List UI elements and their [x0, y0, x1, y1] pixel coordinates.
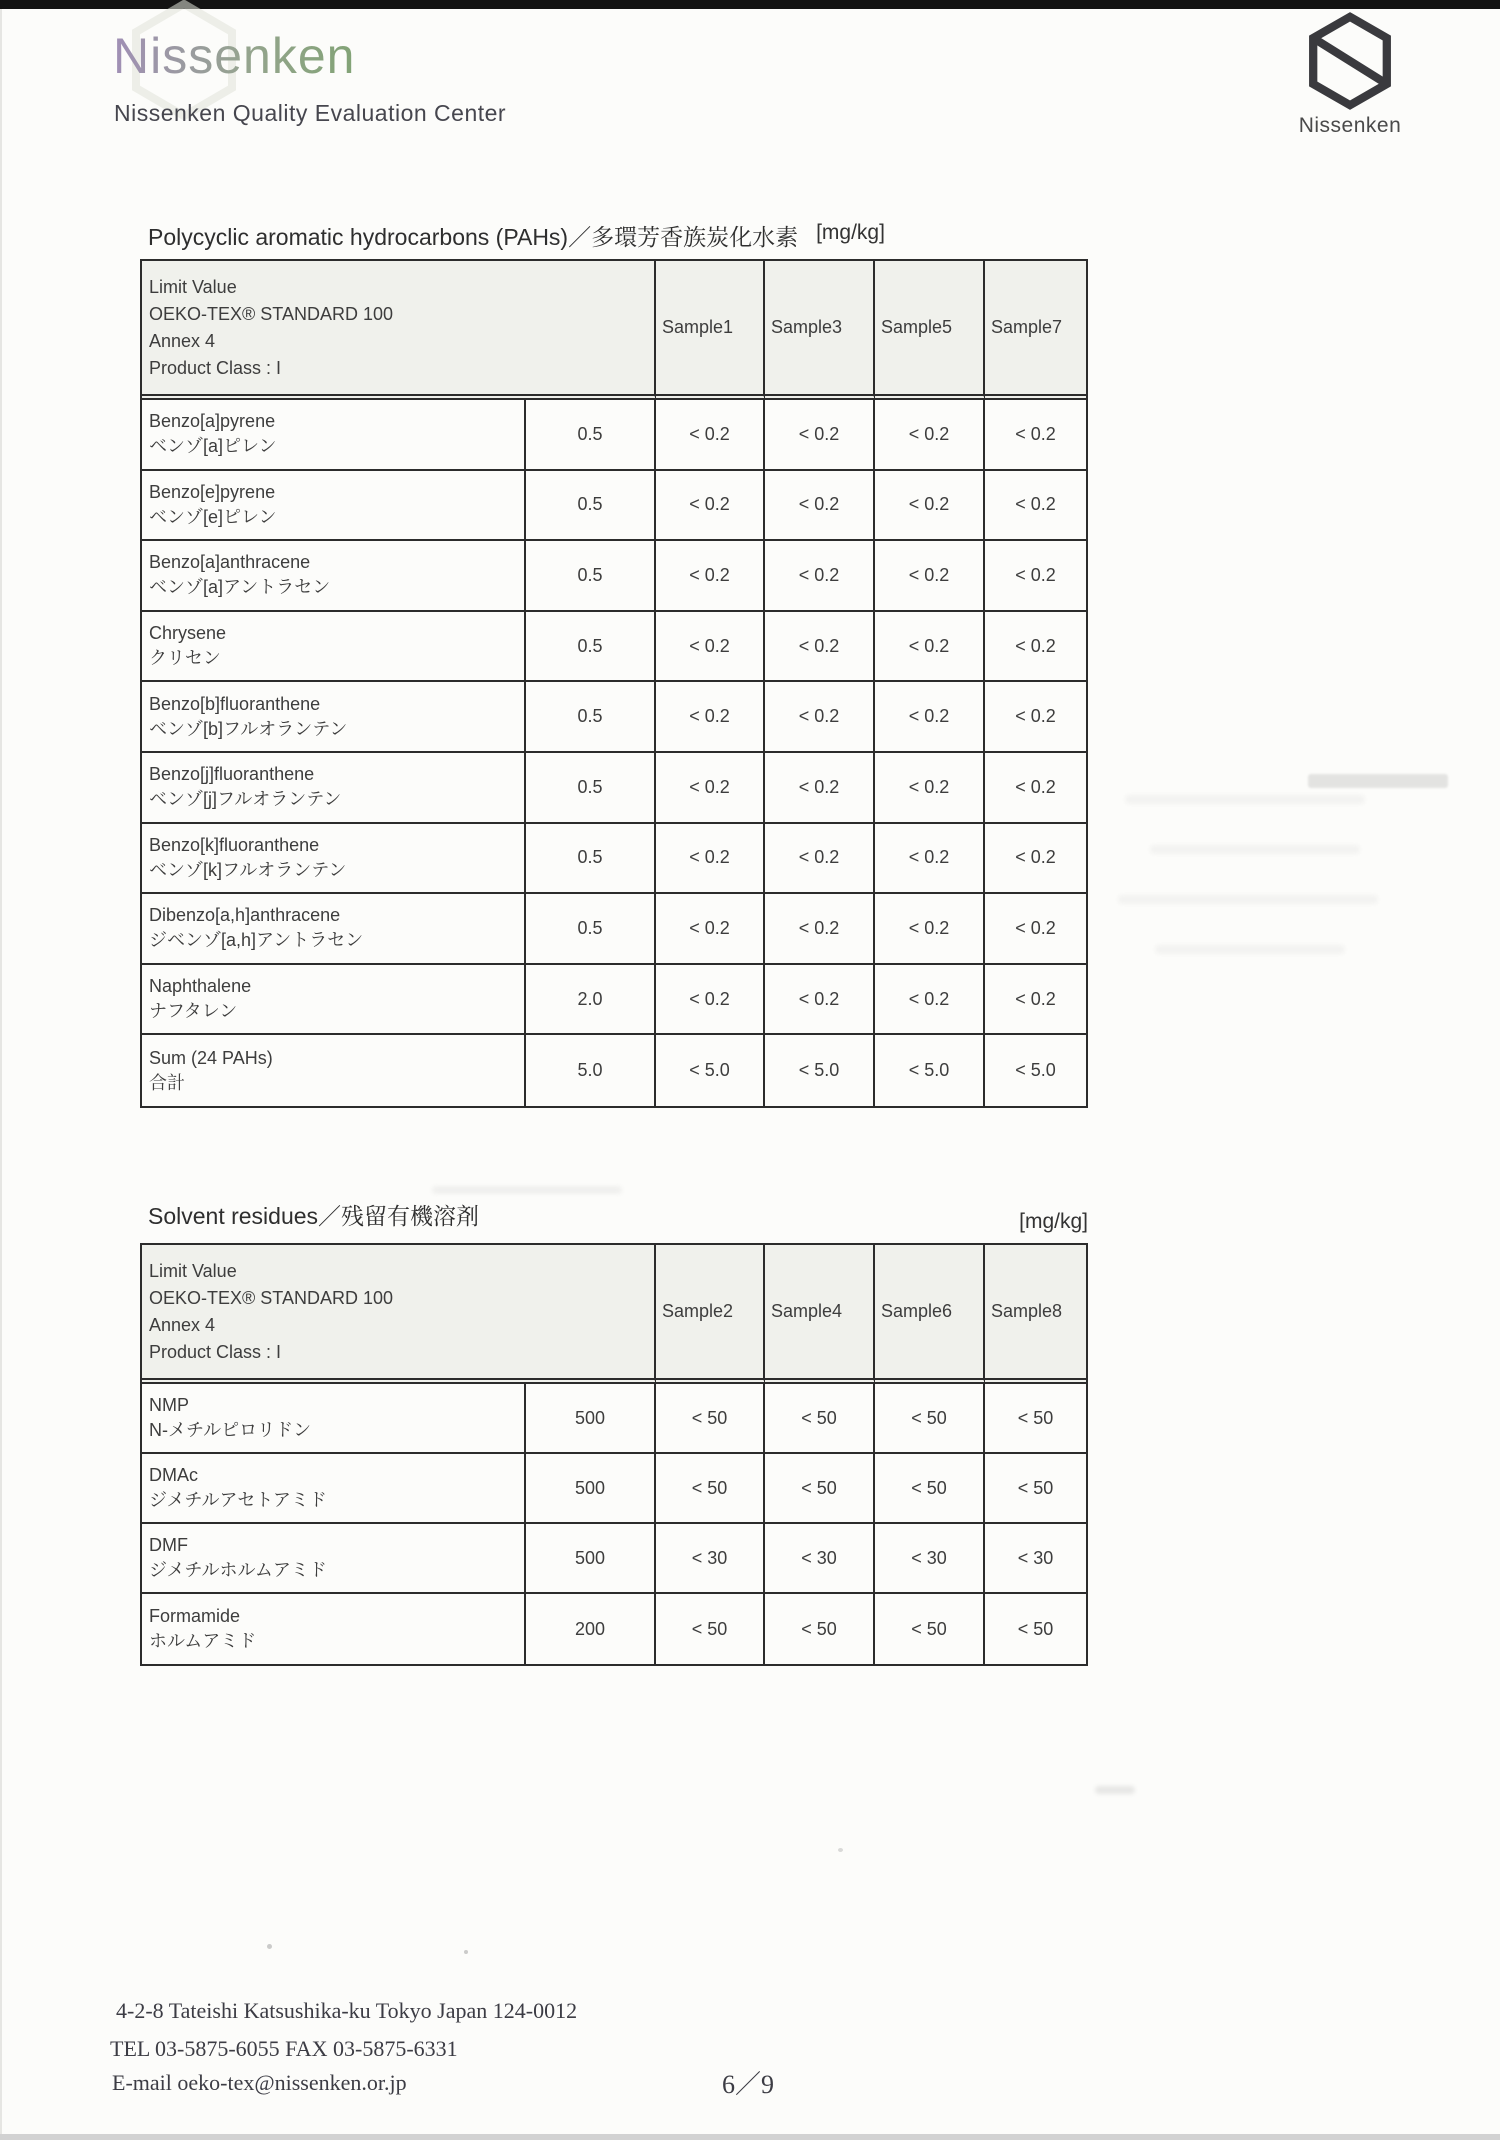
scan-artifact	[1125, 795, 1365, 804]
limit-value: 5.0	[526, 1035, 656, 1106]
scan-artifact	[1150, 845, 1360, 854]
sample-value: < 0.2	[765, 824, 875, 895]
sample-value: < 0.2	[765, 894, 875, 965]
sample-value: < 0.2	[765, 471, 875, 542]
sample-value: < 0.2	[875, 612, 985, 683]
pahs-table	[140, 259, 1088, 1108]
limit-value: 0.5	[526, 612, 656, 683]
sample-value: < 0.2	[765, 965, 875, 1036]
limit-header-cell	[142, 261, 656, 400]
substance-cell	[142, 471, 526, 542]
substance-name-en: Chrysene	[149, 623, 227, 644]
sample-value: < 0.2	[875, 471, 985, 542]
footer-tel-fax: TEL 03-5875-6055 FAX 03-5875-6331	[110, 2036, 458, 2061]
limit-header-line: Product Class : I	[149, 1342, 282, 1362]
substance-name-ja: N-メチルピロリドン	[149, 1420, 312, 1440]
hexagon-logo-icon	[1304, 12, 1396, 110]
substance-name-en: Benzo[e]pyrene	[149, 481, 276, 502]
sample-value: < 50	[985, 1454, 1086, 1524]
limit-value: 200	[526, 1594, 656, 1664]
substance-name-en: Benzo[a]pyrene	[149, 411, 276, 432]
sample-column-header: Sample8	[985, 1245, 1086, 1384]
substance-name-en: Dibenzo[a,h]anthracene	[149, 905, 341, 926]
limit-header-cell	[142, 1245, 656, 1384]
sample-value: < 0.2	[765, 541, 875, 612]
sample-value: < 0.2	[765, 682, 875, 753]
sample-value: < 0.2	[656, 541, 765, 612]
table-title-text: Polycyclic aromatic hydrocarbons (PAHs)／多環芳香族炭化水素	[148, 224, 799, 250]
limit-value: 0.5	[526, 824, 656, 895]
sample-value: < 0.2	[875, 753, 985, 824]
substance-name-ja: ベンゾ[a]アントラセン	[149, 577, 331, 598]
pahs-table-title	[148, 219, 885, 252]
sample-column-header: Sample3	[765, 261, 875, 400]
sample-value: < 30	[656, 1524, 765, 1594]
substance-cell	[142, 824, 526, 895]
substance-cell	[142, 1454, 526, 1524]
sample-column-header: Sample7	[985, 261, 1086, 400]
substance-cell	[142, 612, 526, 683]
sample-value: < 5.0	[875, 1035, 985, 1106]
substance-name-ja: ホルムアミド	[149, 1631, 257, 1651]
sample-value: < 0.2	[875, 682, 985, 753]
substance-name-ja: ジメチルホルムアミド	[149, 1560, 327, 1580]
limit-value: 0.5	[526, 400, 656, 471]
sample-column-header: Sample1	[656, 261, 765, 400]
page-number: 6／9	[722, 2070, 775, 2099]
substance-name-ja: ナフタレン	[149, 1001, 238, 1022]
sample-value: < 0.2	[875, 894, 985, 965]
scan-artifact	[267, 1944, 272, 1949]
sample-value: < 5.0	[656, 1035, 765, 1106]
sample-value: < 50	[765, 1454, 875, 1524]
footer-email: E-mail oeko-tex@nissenken.or.jp	[112, 2070, 407, 2095]
sample-value: < 0.2	[985, 400, 1086, 471]
sample-value: < 50	[765, 1384, 875, 1454]
sample-value: < 30	[985, 1524, 1086, 1594]
scan-artifact	[1118, 895, 1378, 904]
sample-value: < 0.2	[765, 612, 875, 683]
sample-value: < 0.2	[985, 682, 1086, 753]
substance-name-ja: ジメチルアセトアミド	[149, 1490, 327, 1510]
limit-value: 500	[526, 1384, 656, 1454]
sample-value: < 0.2	[656, 894, 765, 965]
sample-value: < 50	[656, 1594, 765, 1664]
substance-cell	[142, 400, 526, 471]
scan-artifact	[838, 1848, 843, 1852]
footer-address: 4-2-8 Tateishi Katsushika-ku Tokyo Japan 124-0012	[116, 1998, 578, 2023]
limit-value: 0.5	[526, 541, 656, 612]
sample-value: < 0.2	[985, 471, 1086, 542]
sample-value: < 50	[875, 1384, 985, 1454]
table-title-text: Solvent residues／残留有機溶剤	[148, 1203, 480, 1229]
scan-artifact	[0, 2134, 1500, 2140]
sample-value: < 0.2	[656, 824, 765, 895]
scan-artifact	[1155, 945, 1345, 954]
substance-cell	[142, 541, 526, 612]
sample-value: < 0.2	[985, 541, 1086, 612]
sample-value: < 50	[875, 1454, 985, 1524]
limit-value: 500	[526, 1524, 656, 1594]
substance-name-ja: 合計	[149, 1072, 185, 1093]
substance-cell	[142, 682, 526, 753]
substance-name-en: Benzo[j]fluoranthene	[149, 764, 315, 785]
scan-artifact	[1095, 1786, 1135, 1794]
sample-value: < 0.2	[656, 612, 765, 683]
limit-header-line: Limit Value	[149, 1261, 237, 1281]
substance-name-ja: ベンゾ[k]フルオランテン	[149, 859, 347, 880]
logo-label: Nissenken	[1298, 114, 1402, 137]
sample-value: < 0.2	[985, 753, 1086, 824]
sample-column-header: Sample2	[656, 1245, 765, 1384]
substance-name-en: Benzo[k]fluoranthene	[149, 834, 320, 855]
limit-header-line: Limit Value	[149, 277, 237, 297]
sample-value: < 0.2	[875, 965, 985, 1036]
sample-value: < 5.0	[1015, 1060, 1056, 1081]
sample-value: < 50	[656, 1454, 765, 1524]
substance-name-ja: ベンゾ[b]フルオランテン	[149, 718, 348, 739]
sample-value: < 0.2	[985, 894, 1086, 965]
sample-value: < 0.2	[985, 965, 1086, 1036]
scan-artifact	[464, 1950, 468, 1954]
substance-cell	[142, 1524, 526, 1594]
sample-value: < 50	[1017, 1618, 1054, 1639]
limit-value: 500	[526, 1454, 656, 1524]
limit-header-line: OEKO-TEX® STANDARD 100	[149, 304, 393, 324]
substance-name-en: NMP	[149, 1395, 189, 1415]
substance-cell	[142, 1594, 526, 1664]
sample-column-header: Sample5	[875, 261, 985, 400]
limit-header-line: Product Class : I	[149, 358, 282, 378]
table-unit: [mg/kg]	[1019, 1210, 1088, 1233]
sample-column-header: Sample4	[765, 1245, 875, 1384]
sample-value: < 0.2	[656, 753, 765, 824]
sample-value: < 0.2	[875, 824, 985, 895]
limit-header-line: Annex 4	[149, 331, 216, 351]
substance-name-ja: ベンゾ[j]フルオランテン	[149, 789, 342, 810]
sample-value: < 0.2	[656, 400, 765, 471]
sample-value: < 0.2	[656, 682, 765, 753]
sample-value: < 5.0	[765, 1035, 875, 1106]
solvent-table	[140, 1243, 1088, 1666]
limit-value: 0.5	[526, 894, 656, 965]
sample-value: < 0.2	[656, 471, 765, 542]
substance-name-ja: ベンゾ[e]ピレン	[149, 506, 277, 527]
table-unit: [mg/kg]	[816, 221, 885, 244]
substance-name-en: Benzo[a]anthracene	[149, 552, 311, 573]
substance-name-en: Benzo[b]fluoranthene	[149, 693, 321, 714]
scan-artifact	[0, 9, 2, 2134]
limit-value: 0.5	[526, 471, 656, 542]
scan-artifact	[1308, 774, 1448, 788]
sample-value: < 0.2	[656, 965, 765, 1036]
limit-value: 0.5	[526, 753, 656, 824]
limit-header-line: OEKO-TEX® STANDARD 100	[149, 1288, 393, 1308]
substance-name-en: Formamide	[149, 1606, 241, 1626]
sample-value: < 0.2	[765, 400, 875, 471]
limit-value: 2.0	[526, 965, 656, 1036]
sample-value: < 50	[985, 1384, 1086, 1454]
solvent-table-title	[148, 1198, 1088, 1234]
sample-value: < 50	[765, 1594, 875, 1664]
brand-wordmark: Nissenken	[113, 28, 356, 84]
sample-column-header: Sample6	[875, 1245, 985, 1384]
sample-value: < 0.2	[985, 612, 1086, 683]
limit-value: 0.5	[526, 682, 656, 753]
sample-value: < 0.2	[985, 824, 1086, 895]
substance-cell	[142, 894, 526, 965]
sample-value: < 50	[875, 1594, 985, 1664]
sample-value: < 0.2	[875, 541, 985, 612]
substance-name-en: Sum (24 PAHs)	[149, 1047, 273, 1068]
substance-cell	[142, 1035, 526, 1106]
sample-value: < 0.2	[765, 753, 875, 824]
brand-subtitle: Nissenken Quality Evaluation Center	[114, 100, 507, 126]
substance-cell	[142, 753, 526, 824]
substance-name-ja: ジベンゾ[a,h]アントラセン	[149, 930, 364, 951]
scan-artifact	[432, 1186, 622, 1194]
substance-name-ja: ベンゾ[a]ピレン	[149, 436, 277, 457]
substance-name-en: DMF	[149, 1535, 188, 1555]
sample-value: < 30	[765, 1524, 875, 1594]
substance-name-en: DMAc	[149, 1465, 198, 1485]
limit-header-line: Annex 4	[149, 1315, 216, 1335]
substance-cell	[142, 1384, 526, 1454]
substance-name-ja: クリセン	[149, 648, 221, 669]
substance-cell	[142, 965, 526, 1036]
nissenken-logo	[1294, 12, 1406, 138]
sample-value: < 50	[656, 1384, 765, 1454]
sample-value: < 30	[875, 1524, 985, 1594]
sample-value: < 0.2	[875, 400, 985, 471]
substance-name-en: Naphthalene	[149, 976, 252, 997]
